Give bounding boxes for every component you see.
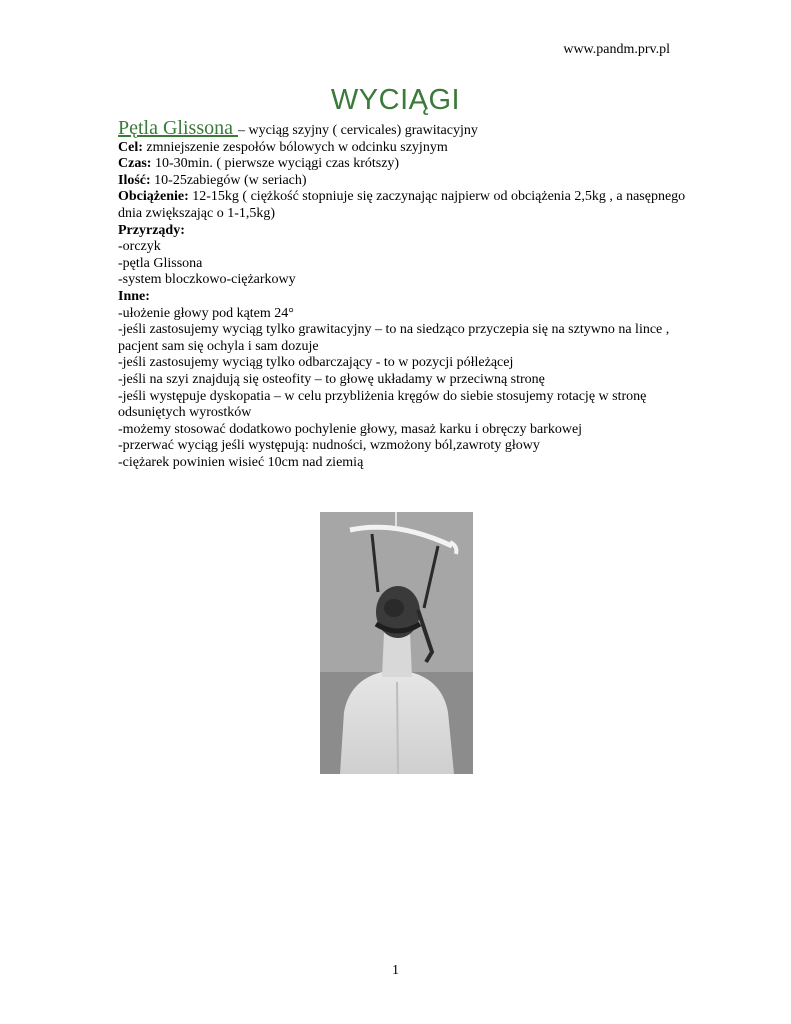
traction-photo [320, 512, 473, 774]
cel-label: Cel: [118, 139, 143, 155]
obciazenie-line [118, 189, 688, 222]
inne-item: -jeśli na szyi znajdują się osteofity – to głowę układamy w przeciwną stronę [118, 371, 545, 387]
inne-item: -jeśli występuje dyskopatia – w celu przybliżenia kręgów do siebie stosujemy rotację w stronę odsuniętych wyrostków [118, 388, 647, 421]
obciazenie-text: 12-15kg ( ciężkość stopniuje się zaczynając najpierw od obciążenia 2,5kg , a nasępnego dnia zwiększając o 1-1,5kg) [118, 189, 686, 221]
ilosc-text: 10-25zabiegów (w seriach) [150, 172, 307, 188]
inne-item: -jeśli zastosujemy wyciąg tylko odbarczający - to w pozycji półleżącej [118, 355, 514, 371]
page-number: 1 [392, 963, 399, 978]
czas-line [118, 156, 688, 173]
inne-label-text: Inne: [118, 288, 150, 304]
document-body [118, 117, 688, 471]
subtitle-rest: – wyciąg szyjny ( cervicales) grawitacyjny [238, 123, 478, 138]
cel-text: zmniejszenie zespołów bólowych w odcinku szyjnym [142, 139, 448, 155]
przyrzady-label-text: Przyrządy: [118, 222, 185, 238]
inne-item: -ułożenie głowy pod kątem 24° [118, 305, 294, 321]
inne-item: -jeśli zastosujemy wyciąg tylko grawitacyjny – to na siedząco przyczepia się na sztywno na lince , pacjent sam się ochyla i sam dozuje [118, 322, 670, 354]
przyrzady-label [118, 223, 688, 240]
inne-item: -przerwać wyciąg jeśli występują: nudności, wzmożony ból,zawroty głowy [118, 438, 540, 454]
inne-item: -możemy stosować dodatkowo pochylenie głowy, masaż karku i obręczy barkowej [118, 421, 583, 437]
inne-label [118, 289, 688, 306]
obciazenie-label: Obciążenie: [118, 189, 189, 205]
ilosc-label: Ilość: [118, 172, 151, 188]
przyrzady-item: -pętla Glissona [118, 255, 203, 271]
subtitle-line [118, 117, 688, 140]
traction-photo-illustration [320, 512, 473, 774]
ilosc-line [118, 173, 688, 190]
czas-label: Czas: [118, 156, 152, 172]
cel-line [118, 140, 688, 157]
page-title: WYCIĄGI [330, 84, 461, 116]
czas-text: 10-30min. ( pierwsze wyciągi czas krótszy) [151, 156, 400, 172]
inne-item: -ciężarek powinien wisieć 10cm nad ziemią [118, 454, 364, 470]
header-url: www.pandm.prv.pl [563, 42, 670, 57]
przyrzady-item: -system bloczkowo-ciężarkowy [118, 272, 296, 288]
subtitle-main: Pętla Glissona [118, 117, 238, 139]
przyrzady-item: -orczyk [118, 239, 161, 255]
